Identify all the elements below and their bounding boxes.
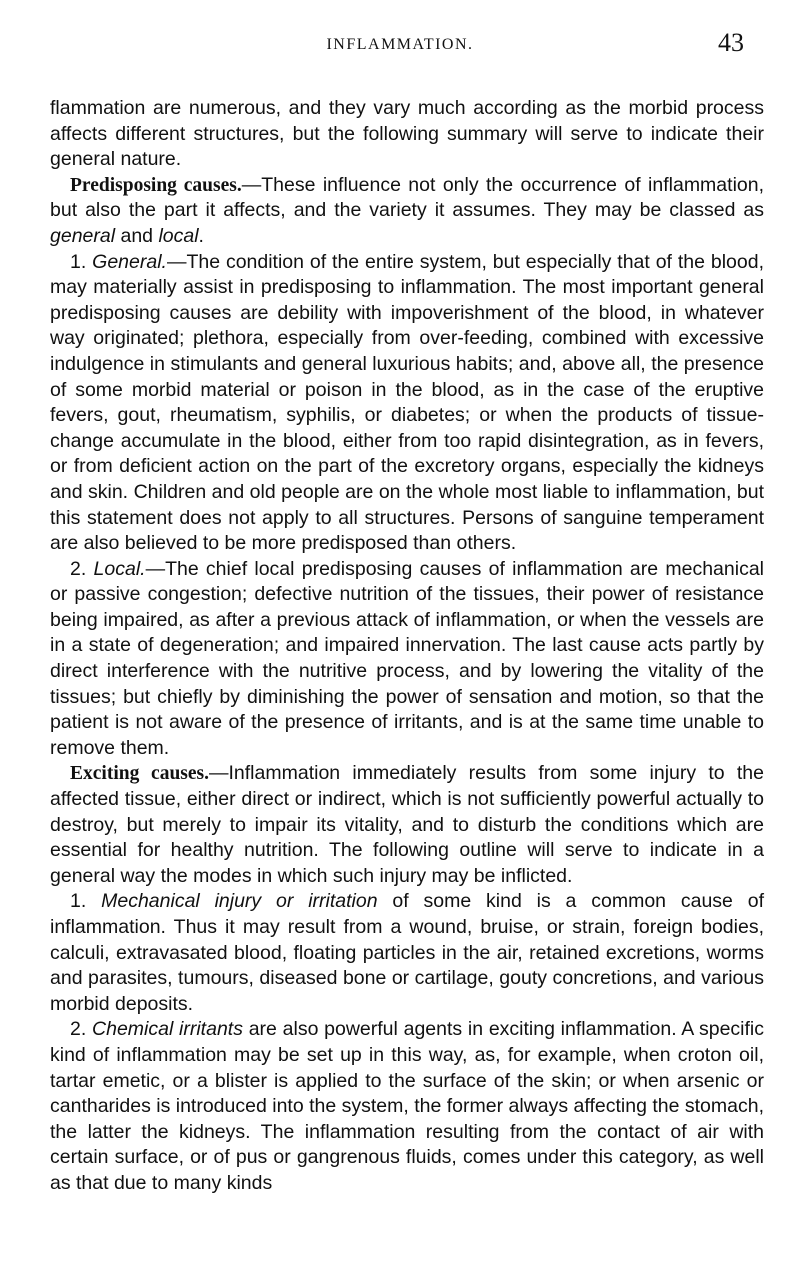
paragraph-general bbox=[50, 250, 764, 557]
local-term: local bbox=[158, 224, 199, 247]
sentence-end: . bbox=[198, 224, 204, 247]
paragraph-chemical bbox=[50, 1017, 764, 1196]
paragraph-local bbox=[50, 557, 764, 762]
paragraph-mechanical bbox=[50, 889, 764, 1017]
general-term: general bbox=[50, 224, 116, 247]
item-number: 1. bbox=[70, 250, 93, 273]
body-text bbox=[50, 96, 764, 1197]
chemical-text: are also powerful agents in exciting inflammation. A specific kind of inflammation may be set up in this way, as, for example, when croton oil, tartar emetic, or a blister is applied to the surface of the skin; or when arsenic or cantharides is introduced into the system, the former always affecting the stomach, the latter the kidneys. The inflammation resulting from the contact of air with certain surface, or of pus or gangrenous fluids, comes under this category, as well as that due to many kinds bbox=[50, 1018, 764, 1194]
paragraph-predisposing-causes bbox=[50, 173, 764, 250]
mechanical-text: of some kind is a common cause of inflammation. Thus it may result from a wound, bruise, or strain, foreign bodies, calculi, extravasated blood, floating particles in the air, retained excretions, worms and parasites, tumours, diseased bone or cartilage, gouty concretions, and various morbid deposits. bbox=[50, 890, 764, 1015]
predisposing-causes-heading: Predisposing causes. bbox=[70, 174, 242, 196]
mechanical-heading: Mechanical injury or irritation bbox=[101, 890, 378, 913]
and-connector: and bbox=[115, 224, 159, 247]
paragraph-exciting-causes bbox=[50, 761, 764, 889]
page-number: 43 bbox=[718, 28, 744, 57]
paragraph-continuation: flammation are numerous, and they vary much according as the morbid process affects different structures, but the following summary will serve to indicate their general nature. bbox=[50, 97, 764, 171]
item-number: 1. bbox=[70, 890, 102, 913]
exciting-causes-heading: Exciting causes. bbox=[70, 763, 209, 785]
local-text: —The chief local predisposing causes of inflammation are mechanical or passive congestion; defective nutrition of the tissues, their power of resistance being impaired, as after a previous attack of inflammation, or when the vessels are in a state of degeneration; and impaired innervation. The last cause acts partly by direct interference with the nutritive process, and by lowering the vitality of the tissues; but chiefly by diminishing the power of sensation and motion, so that the patient is not aware of the presence of irritants, and is at the same time unable to remove them. bbox=[50, 557, 764, 759]
general-text: —The condition of the entire system, but especially that of the blood, may materially assist in predisposing to inflammation. The most important general predisposing causes are debility with impoverishment of the blood, in whatever way originated; plethora, especially from over-feeding, combined with excessive indulgence in stimulants and general luxurious habits; and, above all, the presence of some morbid material or poison in the blood, as in the case of the eruptive fevers, gout, rheumatism, syphilis, or diabetes; or when the products of tissue-change accumulate in the blood, either from too rapid disintegration, as in fevers, or from deficient action on the part of the excretory organs, especially the kidneys and skin. Children and old people are on the whole most liable to inflammation, but this statement does not apply to all structures. Persons of sanguine temperament are also believed to be more predisposed than others. bbox=[50, 250, 764, 555]
exciting-causes-text: —Inflammation immediately results from some injury to the affected tissue, either direct or indirect, which is not sufficiently powerful actually to destroy, but merely to impair its vitality, and to disturb the conditions which are essential for healthy nutrition. The following outline will serve to indicate in a general way the modes in which such injury may be inflicted. bbox=[50, 762, 764, 887]
item-number: 2. bbox=[70, 557, 94, 580]
predisposing-causes-text: —These influence not only the occurrence of inflammation, but also the part it affects, and the variety it assumes. They may be classed as bbox=[50, 173, 765, 222]
item-number: 2. bbox=[70, 1018, 93, 1041]
chemical-heading: Chemical irritants bbox=[92, 1018, 243, 1041]
local-heading: Local. bbox=[93, 557, 146, 580]
general-heading: General. bbox=[92, 250, 167, 273]
page-header bbox=[0, 26, 800, 66]
running-head: INFLAMMATION. bbox=[326, 36, 474, 53]
